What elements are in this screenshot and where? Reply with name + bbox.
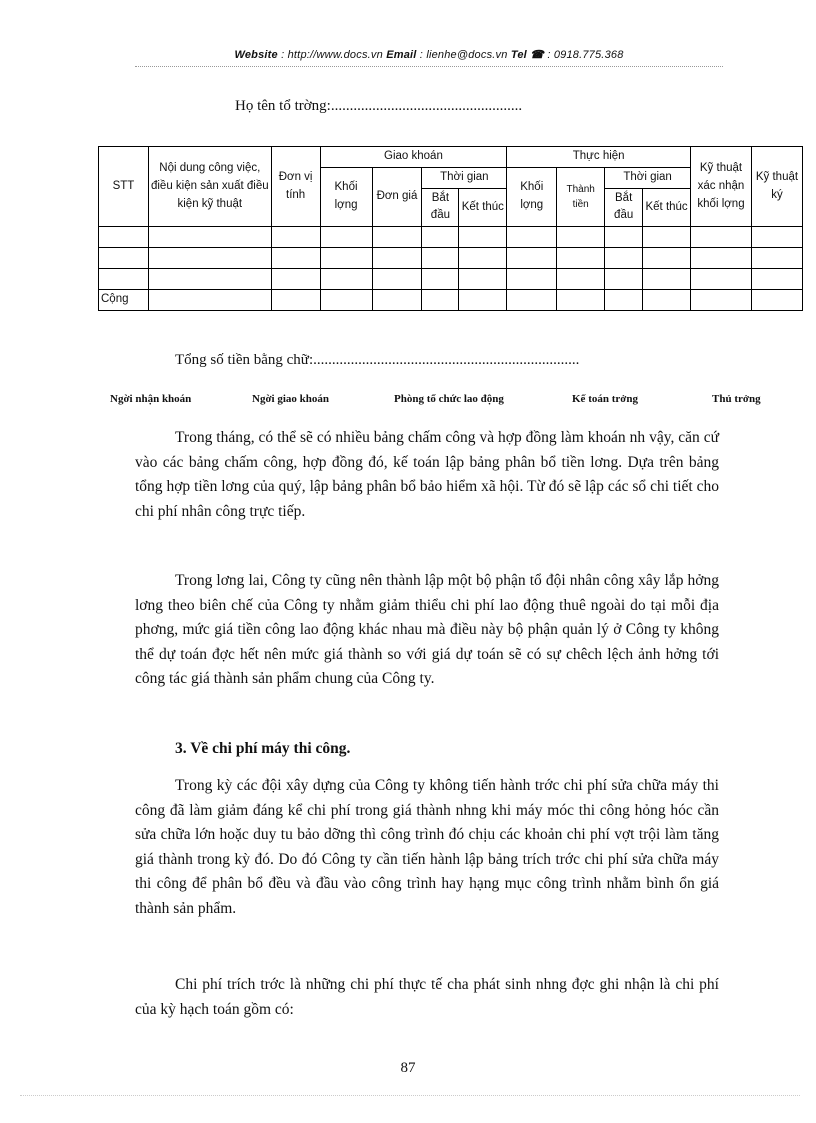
tel-label: Tel ☎ bbox=[510, 49, 545, 61]
group-actual: Thực hiện bbox=[507, 147, 691, 168]
header-divider bbox=[135, 66, 723, 67]
total-row bbox=[99, 290, 803, 311]
table-row bbox=[99, 248, 803, 269]
col-actual-start: Bắt đầu bbox=[605, 188, 643, 227]
total-in-words-line: Tổng số tiền bằng chữ:....................................................................... bbox=[175, 352, 580, 368]
group-assign: Giao khoán bbox=[320, 147, 507, 168]
website-label: Website bbox=[234, 49, 278, 61]
table-row bbox=[99, 269, 803, 290]
paragraph-text: Trong kỳ các đội xây dựng của Công ty không tiến hành trớc chi phí sửa chữa máy thi công đã làm giảm đáng kể chi phí trong giá thành nhng khi máy móc thi công hỏng hóc cần sửa chữa lớn hoặc duy tu bảo dỡng thì công trình đó chịu các khoản chi phí vợt trội làm tăng giá thành trong kỳ đó. Do đó Công ty cần tiến hành lập bảng trích trớc chi phí sửa chữa máy thi công để phân bổ đều và đầu vào công trình hay hạng mục công trình nhằm bình ổn giá thành sản phẩm. bbox=[135, 777, 719, 917]
paragraph bbox=[135, 569, 719, 692]
total-label: Cộng bbox=[99, 290, 149, 311]
team-leader-line: Họ tên tổ trờng:................................................... bbox=[235, 98, 523, 114]
paragraph-text: Trong lơng lai, Công ty cũng nên thành lập một bộ phận tổ đội nhân công xây lắp hởng lơng theo biên chế của Công ty nhằm giảm thiểu chi phí lao động thuê ngoài do tại mỗi địa phơng, mức giá tiền công lao động khác nhau mà điều này bộ phận quản lý ở Công ty không thể dự toán đợc hết nên mức giá thành so với giá dự toán sẽ có sự chêch lệch ảnh hởng tới công tác giá thành sản phẩm chung của Công ty. bbox=[135, 572, 719, 687]
email-label: Email bbox=[386, 49, 417, 61]
paragraph bbox=[135, 774, 719, 921]
col-tech-sign: Kỹ thuật ký bbox=[751, 147, 802, 227]
col-assign-volume: Khối lợng bbox=[320, 167, 372, 226]
col-stt: STT bbox=[99, 147, 149, 227]
page-header bbox=[135, 48, 723, 61]
signer-receiver: Ngời nhận khoán bbox=[110, 393, 192, 405]
col-assign-end: Kết thúc bbox=[459, 188, 507, 227]
website-value: : http://www.docs.vn bbox=[277, 49, 387, 61]
col-unit: Đơn vị tính bbox=[271, 147, 320, 227]
col-tech-confirm: Kỹ thuật xác nhận khối lợng bbox=[691, 147, 752, 227]
col-actual-end: Kết thúc bbox=[643, 188, 691, 227]
payroll-table bbox=[98, 146, 803, 311]
paragraph bbox=[135, 426, 719, 524]
group-assign-time: Thời gian bbox=[422, 167, 507, 188]
tel-value: : 0918.775.368 bbox=[544, 49, 624, 61]
email-value: : lienhe@docs.vn bbox=[416, 49, 511, 61]
paragraph-text: Chi phí trích trớc là những chi phí thực tế cha phát sinh nhng đợc ghi nhận là chi phí của kỳ hạch toán gồm có: bbox=[135, 976, 719, 1018]
footer-divider bbox=[20, 1095, 800, 1096]
col-assign-start: Bắt đầu bbox=[422, 188, 459, 227]
paragraph bbox=[135, 973, 719, 1022]
col-actual-volume: Khối lợng bbox=[507, 167, 557, 226]
signer-hr-dept: Phòng tổ chức lao động bbox=[394, 393, 504, 405]
signer-chief-accountant: Kế toán trởng bbox=[572, 393, 638, 405]
signer-director: Thủ trởng bbox=[712, 393, 761, 405]
group-actual-time: Thời gian bbox=[605, 167, 691, 188]
table-row bbox=[99, 227, 803, 248]
col-assign-unit-price: Đơn giá bbox=[372, 167, 422, 226]
paragraph-text: Trong tháng, có thể sẽ có nhiều bảng chấm công và hợp đồng làm khoán nh vậy, căn cứ vào các bảng chấm công, hợp đồng đó, kế toán lập bảng phân bổ tiền lơng. Dựa trên bảng tổng hợp tiền lơng của quý, lập bảng phân bổ bảo hiểm xã hội. Từ đó sẽ lập các sổ chi tiết cho chi phí nhân công trực tiếp. bbox=[135, 429, 719, 520]
page-number: 87 bbox=[400, 1060, 416, 1076]
signature-row bbox=[110, 393, 810, 405]
col-actual-amount: Thành tiền bbox=[557, 167, 605, 226]
section-heading: 3. Về chi phí máy thi công. bbox=[175, 740, 351, 757]
signer-assigner: Ngời giao khoán bbox=[252, 393, 329, 405]
col-content: Nội dung công việc, điều kiện sản xuất điều kiện kỹ thuật bbox=[148, 147, 271, 227]
